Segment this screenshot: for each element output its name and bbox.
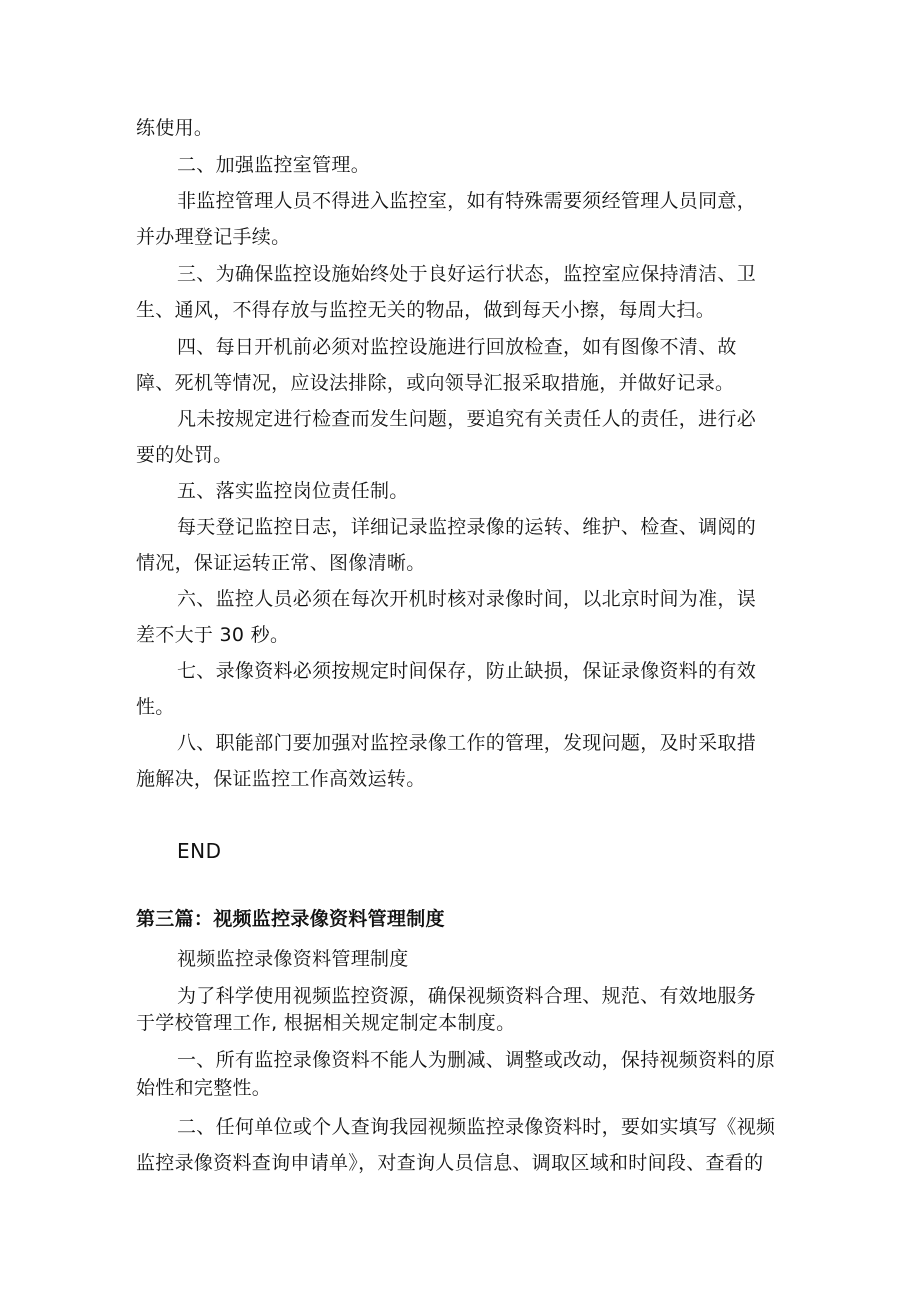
text-line: 监控录像资料查询申请单》，对查询人员信息、调取区域和时间段、查看的 — [136, 1152, 764, 1174]
text-line: 差不大于 30 秒。 — [136, 624, 290, 646]
section-heading: 五、落实监控岗位责任制。 — [177, 480, 409, 502]
text-line: 性。 — [136, 696, 175, 718]
text-line: 每天登记监控日志，详细记录监控录像的运转、维护、检查、调阅的 — [177, 516, 757, 538]
end-marker: END — [177, 839, 222, 863]
text-line: 始性和完整性。 — [136, 1077, 272, 1099]
text-line: 凡未按规定进行检查而发生问题，要追究有关责任人的责任，进行必 — [177, 408, 757, 430]
text-line: 七、录像资料必须按规定时间保存，防止缺损，保证录像资料的有效 — [177, 660, 757, 682]
text-line: 生、通风，不得存放与监控无关的物品，做到每天小擦，每周大扫。 — [136, 299, 716, 321]
text-line: 二、任何单位或个人查询我园视频监控录像资料时，要如实填写《视频 — [177, 1116, 776, 1138]
text-line: 要的处罚。 — [136, 444, 233, 466]
text-line: 三、为确保监控设施始终处于良好运行状态，监控室应保持清洁、卫 — [177, 263, 757, 285]
text-line: 练使用。 — [136, 117, 214, 139]
section-heading: 二、加强监控室管理。 — [177, 154, 371, 176]
text-line: 施解决，保证监控工作高效运转。 — [136, 768, 426, 790]
text-line: 并办理登记手续。 — [136, 226, 291, 248]
text-line: 八、职能部门要加强对监控录像工作的管理，发现问题，及时采取措 — [177, 732, 757, 754]
text-line: 情况，保证运转正常、图像清晰。 — [136, 552, 426, 574]
text-line: 障、死机等情况，应设法排除，或向领导汇报采取措施，并做好记录。 — [136, 372, 735, 394]
chapter-title: 第三篇：视频监控录像资料管理制度 — [136, 908, 445, 930]
text-line: 于学校管理工作, 根据相关规定制定本制度。 — [136, 1012, 516, 1034]
text-line: 为了科学使用视频监控资源，确保视频资料合理、规范、有效地服务 — [177, 985, 757, 1007]
text-line: 四、每日开机前必须对监控设施进行回放检查，如有图像不清、故 — [177, 336, 737, 358]
document-title: 视频监控录像资料管理制度 — [177, 948, 409, 970]
text-line: 非监控管理人员不得进入监控室，如有特殊需要须经管理人员同意， — [177, 190, 757, 212]
text-line: 六、监控人员必须在每次开机时核对录像时间，以北京时间为准，误 — [177, 588, 757, 610]
text-line: 一、所有监控录像资料不能人为删减、调整或改动，保持视频资料的原 — [177, 1049, 776, 1071]
